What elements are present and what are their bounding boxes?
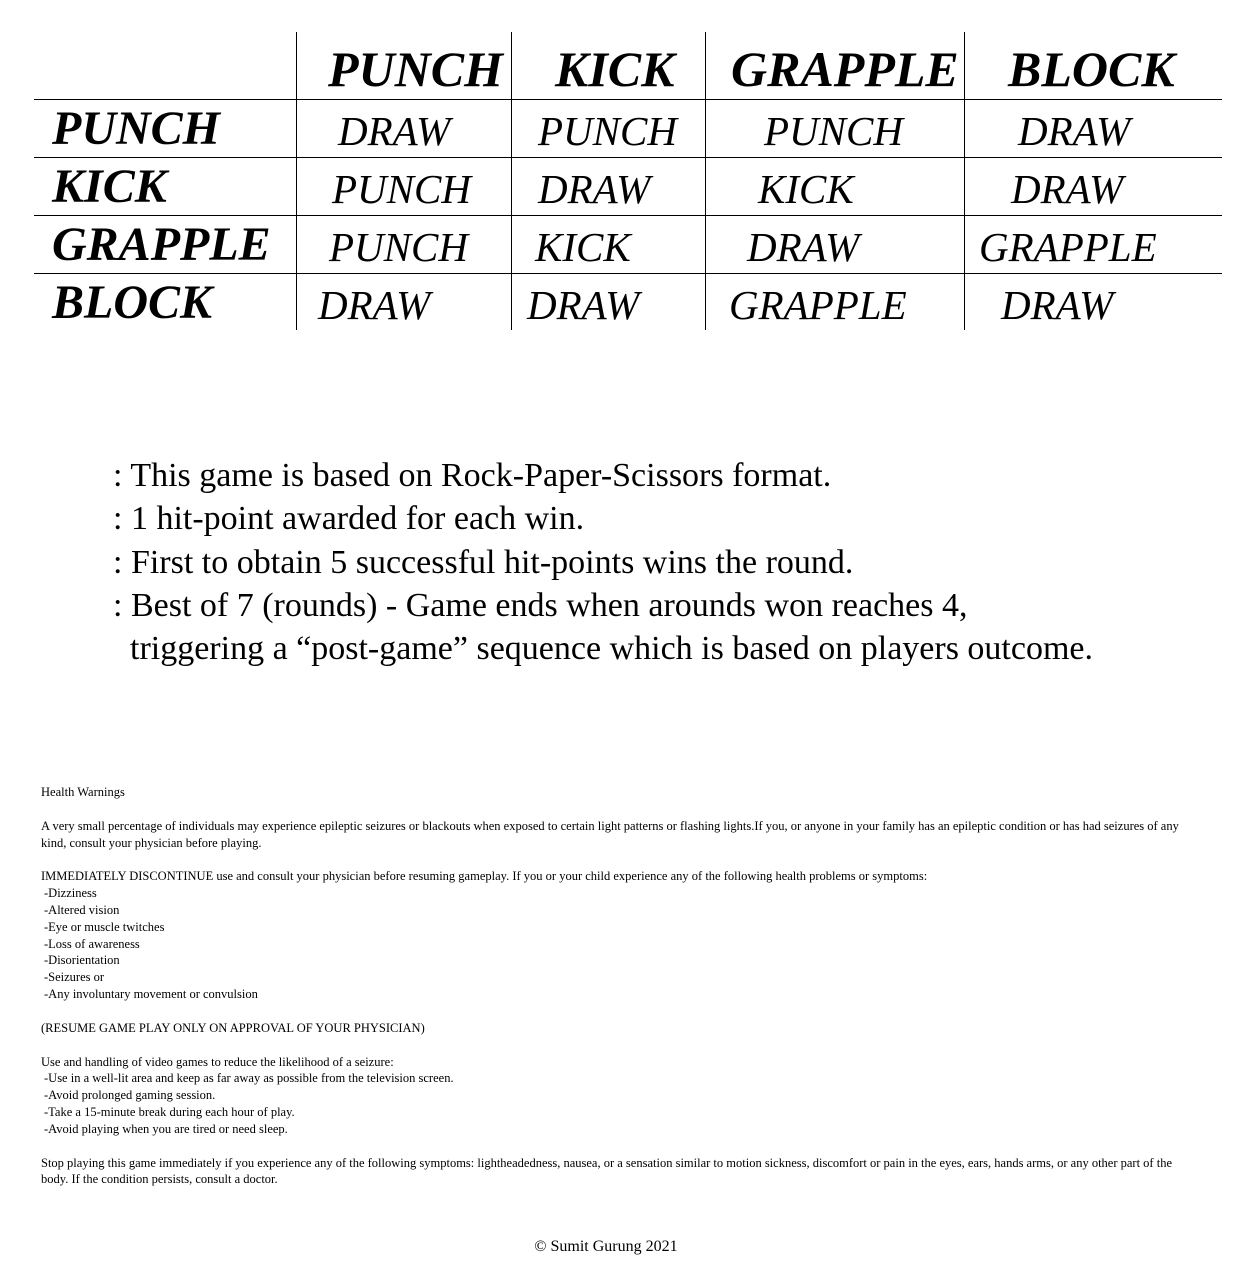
matrix-cell: PUNCH — [329, 224, 468, 270]
outcome-matrix — [0, 0, 1246, 340]
grid-line — [34, 273, 1222, 274]
resume-notice: (RESUME GAME PLAY ONLY ON APPROVAL OF YOUR PHYSICIAN) — [41, 1020, 425, 1035]
matrix-cell: DRAW — [1011, 166, 1124, 212]
rule-line: : Best of 7 (rounds) - Game ends when arounds won reaches 4, — [113, 586, 968, 624]
grid-line — [34, 99, 1222, 100]
matrix-cell: DRAW — [1018, 108, 1131, 154]
stop-playing-notice: Stop playing this game immediately if you experience any of the following symptoms: lightheadedness, nausea, or a sensation similar to motion sickness, discomfort or pain in the eyes, ears, hands arms, or any other part of the body. If the condition persists, consult a doctor. — [41, 1155, 1172, 1187]
rule-line: : 1 hit-point awarded for each win. — [113, 500, 585, 538]
grid-line — [705, 32, 706, 330]
matrix-cell: GRAPPLE — [729, 282, 907, 328]
grid-line — [34, 215, 1222, 216]
column-header-block: BLOCK — [1008, 41, 1175, 97]
row-header-grapple: GRAPPLE — [52, 218, 271, 271]
symptom-item: -Eye or muscle twitches — [44, 919, 165, 934]
matrix-cell: DRAW — [527, 282, 640, 328]
grid-line — [296, 32, 297, 330]
discontinue-text: IMMEDIATELY DISCONTINUE use and consult your physician before resuming gameplay. If you or your child experience any of the following health problems or symptoms: — [41, 869, 928, 884]
matrix-cell: DRAW — [747, 224, 860, 270]
symptom-item: -Loss of awareness — [44, 936, 140, 951]
column-header-kick: KICK — [555, 41, 675, 97]
symptom-item: -Altered vision — [44, 902, 120, 917]
rule-line: triggering a “post-game” sequence which is based on players outcome. — [130, 630, 1094, 668]
grid-line — [964, 32, 965, 330]
copyright-notice: © Sumit Gurung 2021 — [534, 1238, 678, 1255]
grid-line — [34, 157, 1222, 158]
symptom-item: -Dizziness — [44, 886, 97, 901]
rule-line: : This game is based on Rock-Paper-Scissors format. — [113, 457, 832, 494]
handling-item: -Use in a well-lit area and keep as far away as possible from the television screen. — [44, 1071, 454, 1086]
symptom-item: -Seizures or — [44, 970, 105, 985]
grid-line — [511, 32, 512, 330]
matrix-cell: KICK — [758, 166, 854, 212]
handling-item: -Avoid prolonged gaming session. — [44, 1088, 216, 1103]
row-header-block: BLOCK — [52, 276, 213, 329]
column-header-punch: PUNCH — [328, 41, 503, 97]
matrix-cell: GRAPPLE — [979, 224, 1157, 270]
game-rules — [113, 454, 1093, 670]
matrix-cell: PUNCH — [332, 166, 471, 212]
matrix-cell: DRAW — [538, 166, 651, 212]
row-header-kick: KICK — [52, 160, 167, 213]
symptom-item: -Any involuntary movement or convulsion — [44, 987, 258, 1002]
health-warnings-title: Health Warnings — [41, 785, 125, 799]
matrix-cell: DRAW — [318, 282, 431, 328]
health-intro: A very small percentage of individuals may experience epileptic seizures or blackouts when exposed to certain light patterns or flashing lights.If you, or anyone in your family has an epileptic condition or has had seizures of any kind, consult your physician before playing. — [41, 818, 1179, 850]
health-warnings — [41, 784, 1201, 1205]
symptom-item: -Disorientation — [44, 953, 120, 968]
discontinue-block — [41, 868, 1201, 1003]
matrix-cell: PUNCH — [764, 108, 903, 154]
row-header-punch: PUNCH — [52, 102, 220, 155]
handling-title: Use and handling of video games to reduce the likelihood of a seizure: — [41, 1054, 394, 1069]
rule-line: : First to obtain 5 successful hit-points wins the round. — [113, 543, 854, 581]
matrix-cell: DRAW — [338, 108, 451, 154]
matrix-cell: DRAW — [1001, 282, 1114, 328]
column-header-grapple: GRAPPLE — [731, 41, 959, 97]
matrix-cell: PUNCH — [538, 108, 677, 154]
handling-item: -Avoid playing when you are tired or need sleep. — [44, 1121, 288, 1136]
matrix-cell: KICK — [535, 224, 631, 270]
handling-block — [41, 1054, 1201, 1138]
handling-item: -Take a 15-minute break during each hour of play. — [44, 1105, 295, 1120]
